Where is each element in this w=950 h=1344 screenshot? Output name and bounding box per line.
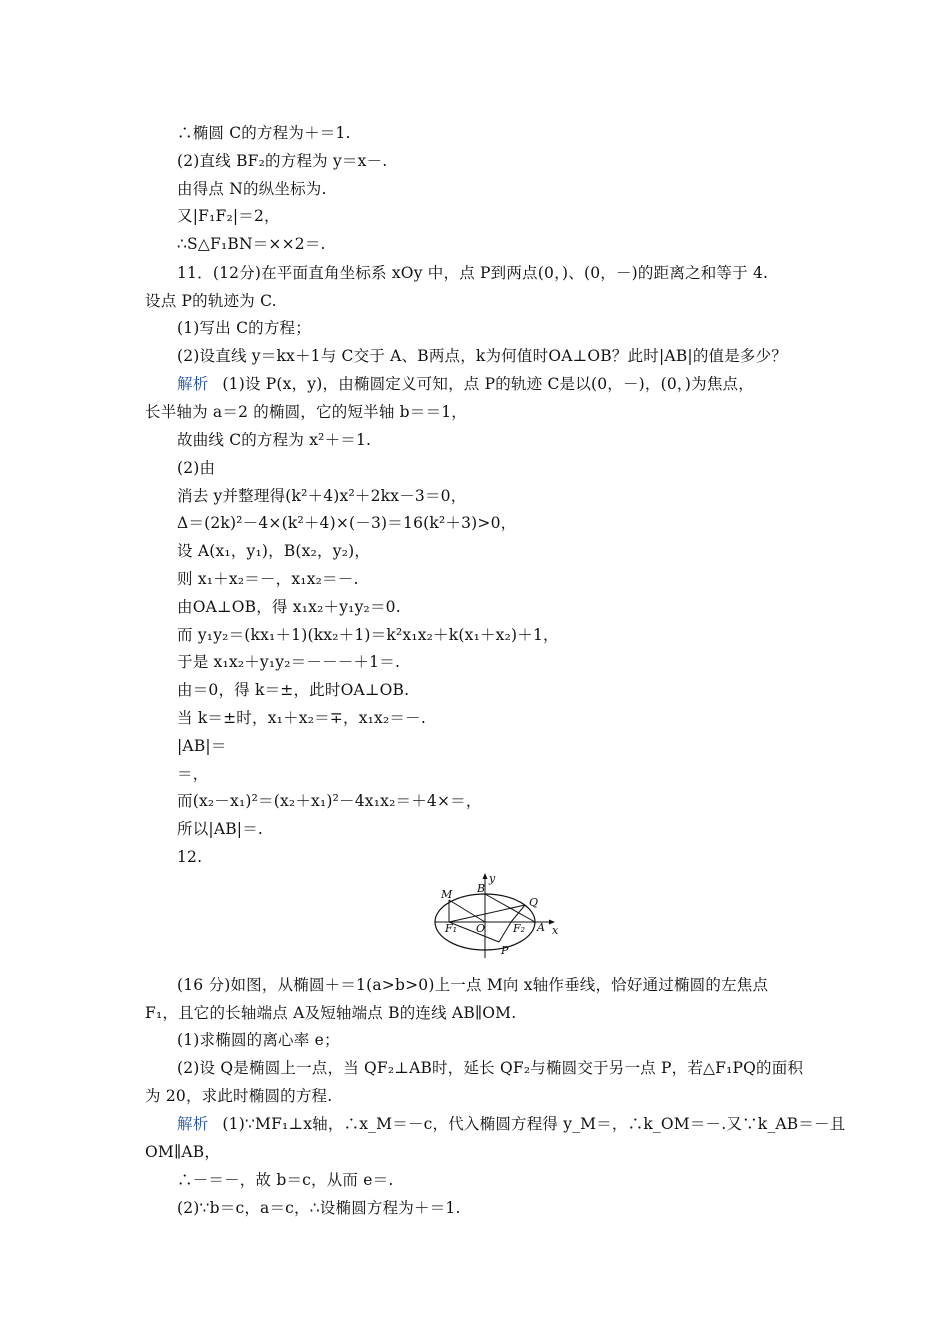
text-line: 长半轴为 a＝2 的椭圆，它的短半轴 b＝＝1， [145, 403, 467, 421]
text-line: 当 k＝±时，x₁＋x₂＝∓，x₁x₂＝－. [177, 709, 426, 727]
analysis-tag: 解析 [177, 375, 209, 393]
text-line: ＝， [177, 765, 209, 783]
text-line: 于是 x₁x₂＋y₁y₂＝－－－＋1＝. [177, 653, 401, 671]
text-line: 则 x₁＋x₂＝－，x₁x₂＝－. [177, 570, 359, 588]
analysis-tag: 解析 [177, 1115, 209, 1133]
segment-f2p [499, 922, 511, 942]
text-line: 消去 y并整理得(k²＋4)x²＋2kx－3＝0， [177, 487, 467, 505]
text-line: 由OA⊥OB，得 x₁x₂＋y₁y₂＝0. [177, 598, 401, 616]
text-line: 由＝0，得 k＝±，此时OA⊥OB. [177, 681, 410, 699]
text-line: 又|F₁F₂|＝2， [177, 207, 280, 225]
ellipse-diagram [433, 868, 559, 964]
text-line: (2)设 Q是椭圆上一点，当 QF₂⊥AB时，延长 QF₂与椭圆交于另一点 P，若△F₁PQ的面积 [177, 1059, 804, 1077]
text-line: ∴S△F₁BN＝××2＝. [177, 235, 326, 253]
label-f2: F₂ [513, 922, 526, 935]
text-line: Δ＝(2k)²－4×(k²＋4)×(－3)＝16(k²＋3)>0， [177, 514, 517, 532]
text-line: 为 20，求此时椭圆的方程. [145, 1087, 333, 1105]
question-12-number: 12. [177, 848, 203, 866]
text-line: (2)∵b＝c，a＝c，∴设椭圆方程为＋＝1. [177, 1199, 461, 1217]
text-line: (1)求椭圆的离心率 e； [177, 1031, 340, 1049]
question-11: 11．(12分)在平面直角坐标系 xOy 中，点 P到两点(0，)、(0，－)的距离之和等于 4. [177, 264, 769, 282]
label-o: O [476, 922, 486, 935]
label-m: M [441, 888, 453, 901]
text-line: ∴－＝－，故 b＝c，从而 e＝. [177, 1171, 394, 1189]
text-line: 而 y₁y₂＝(kx₁＋1)(kx₂＋1)＝k²x₁x₂＋k(x₁＋x₂)＋1， [177, 626, 559, 644]
label-b: B [477, 882, 486, 895]
text-line: 由得点 N的纵坐标为. [177, 180, 327, 198]
label-x: x [552, 924, 559, 937]
text-line: 设 A(x₁，y₁)，B(x₂，y₂)， [177, 542, 371, 560]
label-q: Q [529, 896, 539, 909]
label-y: y [489, 872, 496, 885]
text-line: 故曲线 C的方程为 x²＋＝1. [177, 431, 372, 449]
analysis-line: 解析 (1)∵MF₁⊥x轴，∴x_M＝－c，代入椭圆方程得 y_M＝，∴k_OM＝－.又∵k_AB＝－且 [177, 1115, 846, 1133]
text-line: F₁，且它的长轴端点 A及短轴端点 B的连线 AB∥OM. [145, 1004, 517, 1022]
text-line: 而(x₂－x₁)²＝(x₂＋x₁)²－4x₁x₂＝＋4×＝， [177, 792, 482, 810]
analysis-line: 解析 (1)设 P(x，y)，由椭圆定义可知，点 P的轨迹 C是以(0，－)，(0，)为焦点， [177, 375, 754, 393]
text-line: 所以|AB|＝. [177, 820, 264, 838]
question-12: (16 分)如图，从椭圆＋＝1(a>b>0)上一点 M向 x轴作垂线，恰好通过椭圆的左焦点 [177, 976, 769, 994]
text-line: (2)设直线 y＝kx＋1与 C交于 A、B两点，k为何值时OA⊥OB？此时|AB|的值是多少？ [177, 347, 788, 365]
label-f1: F₁ [445, 922, 458, 935]
text-line: 设点 P的轨迹为 C. [145, 292, 277, 310]
text-line: (2)直线 BF₂的方程为 y＝x－. [177, 152, 388, 170]
text-line: ∴椭圆 C的方程为＋＝1. [177, 124, 351, 142]
text-line: (1)写出 C的方程； [177, 319, 311, 337]
y-axis-arrow [483, 873, 488, 879]
text-line: OM∥AB， [145, 1143, 221, 1161]
segment-om [449, 900, 485, 922]
text-line: (2)由 [177, 459, 216, 477]
label-p: P [501, 944, 509, 957]
label-a: A [537, 921, 545, 934]
text-line: |AB|＝ [177, 737, 227, 755]
ellipse-figure [433, 868, 559, 964]
